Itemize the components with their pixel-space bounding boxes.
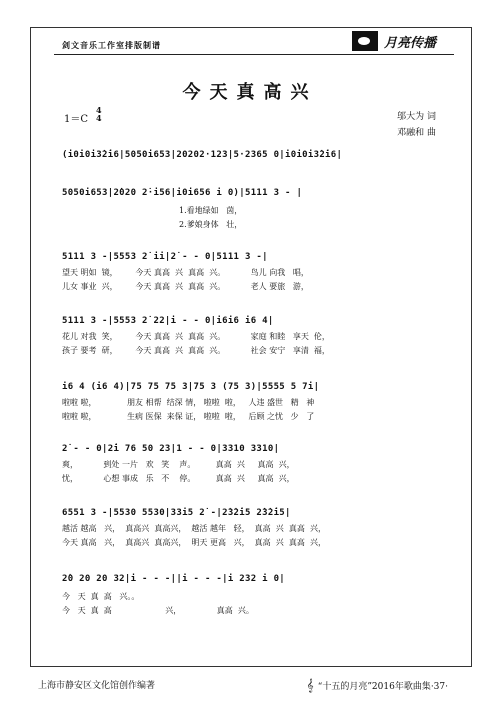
notation-row-6: 2̇ - - 0|2̇i 76 50 23|1 - - 0|3310 3310| (62, 444, 280, 454)
lyrics-row-7: 越活 越高 兴， 真高兴 真高兴， 越活 越年 轻， 真高 兴 真高 兴， 今天 真高 兴， 真高兴 真高兴， 明天 更高 兴， 真高 兴 真高 兴， (62, 524, 326, 547)
moon-logo-icon (352, 31, 378, 51)
notation-row-8: 2̇0 20 20 32|i - - -||i - - -|i 232 i 0| (62, 574, 286, 584)
meter-bottom: 4 (96, 113, 102, 123)
lyrics-row-4: 花儿 对我 笑， 今天 真高 兴 真高 兴。 家庭 和睦 享天 伦， 孩子 要考 研， 今天 真高 兴 真高 兴。 社会 安宁 享清 福， (62, 332, 330, 355)
notation-row-3: 5111 3 -|5553 2̇ ii|2̇ - - 0|5111 3 -| (62, 252, 268, 262)
notation-row-2: 5050i653|2̇020 2̇·i56|i0i656 i 0)|5111 3 - | (62, 188, 303, 198)
treble-clef-icon: 𝄞 (306, 678, 314, 692)
lyrics-row-3: 望天 明如 镜， 今天 真高 兴 真高 兴。 鸟儿 向我 唱， 儿女 事业 兴， 今天 真高 兴 真高 兴。 老人 要旅 游， (62, 268, 309, 291)
logo-text: 月亮传播 (384, 35, 437, 51)
time-signature (96, 106, 102, 122)
lyricist-credit: 邬大为 词 (397, 112, 436, 122)
notation-row-1: (i0i0i3̇2̇i6|5050i653|20202·123|5·2365 0|i0i0i3̇2̇i6| (62, 150, 343, 160)
meter-top: 4 (96, 105, 102, 115)
header-rule (54, 54, 454, 55)
composer-credit: 邓融和 曲 (397, 128, 436, 138)
key-signature: 1＝C (64, 114, 89, 125)
notation-row-7: 6551 3 -|5530 5530|33i5 2̇ -|2̇3̇2̇i5 2̇3̇2̇i5| (62, 508, 291, 518)
footer-page-info (307, 678, 448, 693)
notation-row-5: i6 4 (i6 4)|75 75 75 3|75 3 (75 3)|5555 5 7i| (62, 382, 320, 392)
lyrics-row-5: 啦啦 啦， 朋友 相帮 结深 情， 啦啦 啦， 人违 盛世 精 神 啦啦 啦， 生病 医保 来保 证， 啦啦 啦， 后顾 之忧 少 了 (62, 398, 315, 421)
footer-publisher: 上海市静安区文化馆创作编著 (38, 681, 156, 691)
footer-page-text: “十五的月亮”2016年歌曲集·37· (317, 682, 448, 692)
notation-row-4: 5111 3 -|5553 2̇ 22|i - - 0|i6i6 i6 4| (62, 316, 274, 326)
studio-credit: 剑文音乐工作室排版制谱 (62, 41, 161, 50)
lyrics-row-6: 爽， 到处 一片 欢 笑 声。 真高 兴 真高 兴， 忧， 心想 事成 乐 不 停。 真高 兴 真高 兴， (62, 460, 295, 483)
lyrics-row-8: 今 天 真 高 兴。。 今 天 真 高 兴， 真高 兴。 (62, 592, 254, 615)
song-title: 今天真高兴 (182, 82, 318, 103)
publisher-logo (352, 30, 452, 52)
lyrics-row-2: 1.看地绿如 茵， 2.爹娘身体 壮， (178, 206, 243, 229)
